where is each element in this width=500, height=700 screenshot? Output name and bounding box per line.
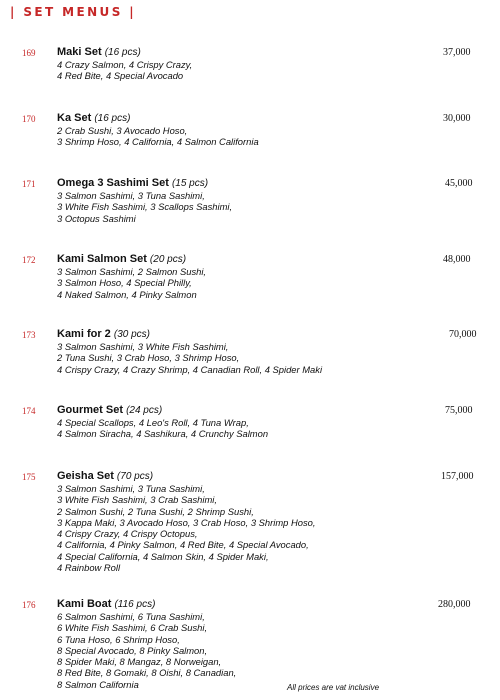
item-contents: [57, 611, 236, 690]
item-heading: [57, 470, 153, 483]
item-price: 157,000: [441, 471, 474, 482]
item-price: 75,000: [445, 405, 473, 416]
item-heading: [57, 404, 162, 417]
item-piece-count: (15 pcs): [171, 178, 209, 189]
item-contents: [57, 125, 259, 148]
item-heading: [57, 253, 186, 266]
item-contents-line: 2 Crab Sushi, 3 Avocado Hoso,: [57, 125, 188, 136]
item-contents-line: 4 Crispy Crazy, 4 Crispy Octopus,: [57, 528, 198, 540]
item-contents: [57, 483, 315, 573]
item-heading: [57, 177, 208, 190]
item-contents: [57, 341, 322, 375]
item-contents-line: 2 Tuna Sushi, 3 Crab Hoso, 3 Shrimp Hoso,: [57, 352, 240, 364]
item-name: Maki Set: [57, 46, 102, 58]
item-heading: [57, 598, 155, 611]
item-contents-line: 8 Salmon California: [57, 678, 139, 690]
item-name: Gourmet Set: [57, 404, 124, 416]
page-title: | SET MENUS |: [10, 5, 137, 19]
item-contents-line: 3 Salmon Sashimi, 3 Tuna Sashimi,: [57, 190, 205, 201]
item-price: 37,000: [443, 47, 471, 58]
item-name: Ka Set: [57, 112, 92, 124]
item-name: Kami for 2: [57, 328, 111, 340]
item-contents-line: 3 Shrimp Hoso, 4 California, 4 Salmon California: [57, 136, 259, 148]
item-contents-line: 6 Tuna Hoso, 6 Shrimp Hoso,: [57, 633, 180, 645]
item-contents-line: 8 Red Bite, 8 Gomaki, 8 Oishi, 8 Canadian,: [57, 667, 237, 679]
item-contents-line: 6 Salmon Sashimi, 6 Tuna Sashimi,: [57, 611, 205, 622]
item-contents-line: 3 Salmon Sashimi, 3 White Fish Sashimi,: [57, 341, 229, 352]
item-contents-line: 4 Red Bite, 4 Special Avocado: [57, 70, 184, 82]
item-number: 169: [22, 48, 36, 58]
vat-note: All prices are vat inclusive: [287, 683, 380, 692]
item-piece-count: (24 pcs): [126, 405, 163, 416]
item-contents-line: 3 Octopus Sashimi: [57, 212, 136, 224]
item-contents-line: 3 Salmon Sashimi, 3 Tuna Sashimi,: [57, 483, 205, 494]
item-number: 173: [22, 330, 36, 340]
item-heading: [57, 328, 150, 341]
item-contents-line: 2 Salmon Sushi, 2 Tuna Sushi, 2 Shrimp Sushi,: [57, 505, 254, 517]
item-number: 171: [22, 179, 36, 189]
item-heading: [57, 112, 130, 125]
item-contents-line: 3 White Fish Sashimi, 3 Scallops Sashimi,: [57, 201, 233, 213]
item-heading: [57, 46, 141, 59]
item-price: 280,000: [438, 599, 471, 610]
item-contents-line: 4 Crispy Crazy, 4 Crazy Shrimp, 4 Canadian Roll, 4 Spider Maki: [57, 363, 323, 375]
item-contents: [57, 190, 232, 224]
item-contents-line: 3 Salmon Hoso, 4 Special Philly,: [57, 277, 192, 289]
item-piece-count: (16 pcs): [94, 113, 131, 124]
item-contents-line: 4 Crazy Salmon, 4 Crispy Crazy,: [57, 59, 193, 70]
item-price: 30,000: [443, 113, 471, 124]
item-price: 48,000: [443, 254, 471, 265]
item-contents: [57, 266, 206, 300]
item-name: Kami Salmon Set: [57, 253, 147, 265]
item-price: 45,000: [445, 178, 473, 189]
item-contents: [57, 417, 268, 440]
item-contents-line: 4 Special California, 4 Salmon Skin, 4 Spider Maki,: [57, 550, 269, 562]
item-piece-count: (116 pcs): [114, 599, 156, 610]
item-number: 170: [22, 114, 36, 124]
item-contents-line: 3 Kappa Maki, 3 Avocado Hoso, 3 Crab Hoso, 3 Shrimp Hoso,: [57, 516, 316, 528]
item-contents-line: 4 Salmon Siracha, 4 Sashikura, 4 Crunchy Salmon: [57, 428, 269, 440]
item-number: 175: [22, 472, 36, 482]
item-name: Geisha Set: [57, 470, 114, 482]
item-contents-line: 3 White Fish Sashimi, 3 Crab Sashimi,: [57, 494, 217, 506]
item-contents-line: 4 California, 4 Pinky Salmon, 4 Red Bite, 4 Special Avocado,: [57, 539, 309, 551]
item-name: Omega 3 Sashimi Set: [57, 177, 169, 189]
item-price: 70,000: [449, 329, 477, 340]
item-piece-count: (20 pcs): [149, 254, 187, 265]
item-number: 174: [22, 406, 36, 416]
item-contents-line: 4 Naked Salmon, 4 Pinky Salmon: [57, 288, 197, 300]
item-contents-line: 8 Special Avocado, 8 Pinky Salmon,: [57, 644, 208, 656]
item-number: 172: [22, 255, 36, 265]
item-contents-line: 4 Rainbow Roll: [57, 562, 121, 574]
item-contents-line: 6 White Fish Sashimi, 6 Crab Sushi,: [57, 622, 208, 634]
item-contents-line: 8 Spider Maki, 8 Mangaz, 8 Norweigan,: [57, 656, 222, 668]
item-piece-count: (16 pcs): [104, 47, 141, 58]
item-contents-line: 4 Special Scallops, 4 Leo's Roll, 4 Tuna Wrap,: [57, 417, 249, 428]
item-number: 176: [22, 600, 36, 610]
item-piece-count: (70 pcs): [116, 471, 154, 482]
item-contents-line: 3 Salmon Sashimi, 2 Salmon Sushi,: [57, 266, 207, 277]
item-contents: [57, 59, 192, 82]
item-piece-count: (30 pcs): [113, 329, 150, 340]
item-name: Kami Boat: [57, 598, 112, 610]
